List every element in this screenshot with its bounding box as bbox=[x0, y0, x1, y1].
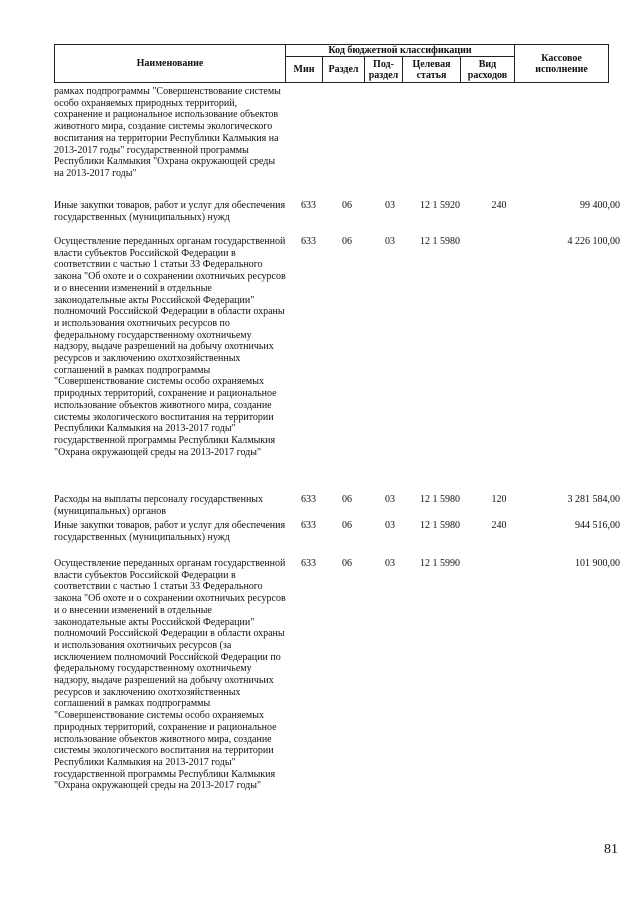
row-podrazdel: 03 bbox=[385, 494, 395, 505]
row-celevaya: 12 1 5920 bbox=[420, 200, 460, 211]
row-vid: 120 bbox=[491, 494, 507, 505]
header-podrazdel: Под- раздел bbox=[365, 57, 403, 83]
row-min: 633 bbox=[301, 520, 316, 531]
row-name: рамках подпрограммы "Совершенствование системы особо охраняемых природных территорий, сохранение и рациональное использование объектов животного мира, создание системы экологического воспитания на территории Республики Калмыкия на 2013-2017 годы" государственной программы Республики Калмыкия "Охрана окружающей среды на 2013-2017 годы" bbox=[54, 86, 281, 179]
header-celevaya: Целевая статья bbox=[403, 57, 461, 83]
row-podrazdel: 03 bbox=[385, 236, 395, 247]
header-budget-code: Код бюджетной классификации bbox=[286, 45, 515, 57]
row-razdel: 06 bbox=[342, 558, 352, 569]
header-razdel: Раздел bbox=[323, 57, 365, 83]
row-min: 633 bbox=[301, 200, 316, 211]
row-sum: 944 516,00 bbox=[575, 520, 620, 531]
row-name: Расходы на выплаты персоналу государственных (муниципальных) органов bbox=[54, 494, 264, 517]
row-razdel: 06 bbox=[342, 494, 352, 505]
row-min: 633 bbox=[301, 236, 316, 247]
row-min: 633 bbox=[301, 494, 316, 505]
row-celevaya: 12 1 5980 bbox=[420, 236, 460, 247]
row-sum: 101 900,00 bbox=[575, 558, 620, 569]
row-vid: 240 bbox=[491, 520, 507, 531]
row-podrazdel: 03 bbox=[385, 520, 395, 531]
row-podrazdel: 03 bbox=[385, 200, 395, 211]
header-name: Наименование bbox=[55, 45, 286, 83]
row-sum: 3 281 584,00 bbox=[567, 494, 620, 505]
row-name: Осуществление переданных органам государственной власти субъектов Российской Федерации в соответствии с частью 1 статьи 33 Федерального закона "Об охоте и о сохранении охотничьих ресурсов и о внесении изменений в отдельные законодательные акты Российской Федерации" полномочий Российской Федерации в области охраны и использования охотничьих ресурсов (за исключением полномочий Российской Федерации по федеральному государственному охотничьему надзору, выдаче разрешений на добычу охотничьих ресурсов и заключению охотхозяйственных соглашений в рамках подпрограммы "Совершенствование системы особо охраняемых природных территорий, сохранение и рациональное использование объектов животного мира, создание системы экологического воспитания на территории Республики Калмыкия на 2013-2017 годы" государственной программы Республики Калмыкия "Охрана окружающей среды на 2013-2017 годы" bbox=[54, 558, 286, 792]
row-name: Иные закупки товаров, работ и услуг для обеспечения государственных (муниципальных) нужд bbox=[54, 520, 286, 543]
header-vid: Вид расходов bbox=[461, 57, 515, 83]
row-razdel: 06 bbox=[342, 200, 352, 211]
row-sum: 99 400,00 bbox=[580, 200, 620, 211]
row-name: Иные закупки товаров, работ и услуг для обеспечения государственных (муниципальных) нужд bbox=[54, 200, 286, 223]
row-celevaya: 12 1 5980 bbox=[420, 520, 460, 531]
table-header bbox=[54, 44, 609, 83]
row-razdel: 06 bbox=[342, 236, 352, 247]
row-razdel: 06 bbox=[342, 520, 352, 531]
row-sum: 4 226 100,00 bbox=[567, 236, 620, 247]
row-celevaya: 12 1 5980 bbox=[420, 494, 460, 505]
page-number: 81 bbox=[604, 842, 618, 857]
row-celevaya: 12 1 5990 bbox=[420, 558, 460, 569]
row-min: 633 bbox=[301, 558, 316, 569]
row-podrazdel: 03 bbox=[385, 558, 395, 569]
header-kassovoe: Кассовое исполнение bbox=[515, 45, 609, 83]
header-min: Мин bbox=[286, 57, 323, 83]
row-vid: 240 bbox=[491, 200, 507, 211]
row-name: Осуществление переданных органам государственной власти субъектов Российской Федерации в соответствии с частью 1 статьи 33 Федерального закона "Об охоте и о сохранении охотничьих ресурсов и о внесении изменений в отдельные законодательные акты Российской Федерации" полномочий Российской Федерации в области охраны и использования охотничьих ресурсов по федеральному государственному охотничьему надзору, выдаче разрешений на добычу охотничьих ресурсов и заключению охотхозяйственных соглашений в рамках подпрограммы "Совершенствование системы особо охраняемых природных территорий, сохранение и рациональное использование объектов животного мира, создание системы экологического воспитания на территории Республики Калмыкия на 2013-2017 годы" государственной программы Республики Калмыкия "Охрана окружающей среды на 2013-2017 годы" bbox=[54, 236, 286, 458]
